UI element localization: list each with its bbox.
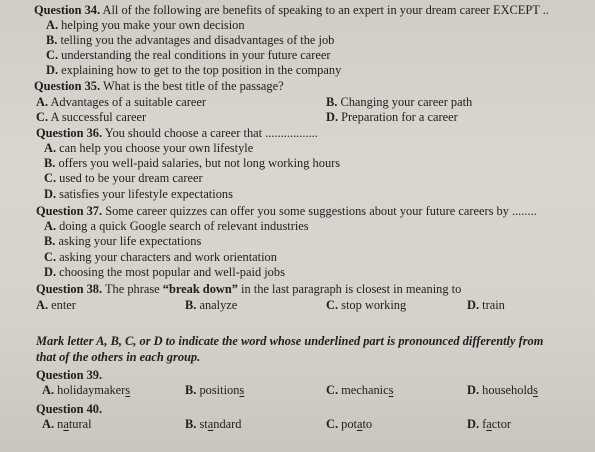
question-38: Question 38. The phrase “break down” in the last paragraph is closest in meaning to [36,282,462,296]
option-36-b: B. offers you well-paid salaries, but not long working hours [44,156,341,170]
option-35-d: D. Preparation for a career [326,110,458,124]
option-39-b: B. positions [185,383,245,397]
underlined-letter: a [486,417,492,431]
option-35-a: A. Advantages of a suitable career [36,95,206,109]
question-40-number: Question 40. [36,402,103,416]
question-36 [36,126,318,141]
section-instruction-line-1: Mark letter A, B, C, or D to indicate the word whose underlined part is pronounced differently from [36,334,544,348]
option-37-d: D. choosing the most popular and well-paid jobs [44,265,285,279]
option-35-b: B. Changing your career path [326,95,473,109]
option-36-d: D. satisfies your lifestyle expectations [44,187,233,201]
option-37-a: A. doing a quick Google search of relevant industries [44,219,309,233]
question-text: You should choose a career that ................. [102,126,318,140]
question-text: All of the following are benefits of speaking to an expert in your dream career EXCEPT .. [100,3,549,17]
question-text: Some career quizzes can offer you some suggestions about your future careers by ........ [102,204,537,218]
underlined-letter: a [207,417,214,431]
option-38-c: C. stop working [326,298,407,312]
question-number: Question 37. [36,204,103,218]
underlined-letter: s [533,383,538,397]
option-40-b: B. standard [185,417,242,431]
option-37-c: C. asking your characters and work orientation [44,250,277,264]
question-number: Question 38. [36,282,103,296]
option-38-a: A. enter [36,298,76,312]
option-34-c: C. understanding the real conditions in your future career [46,48,331,62]
option-40-c: C. potato [326,417,373,431]
question-text: What is the best title of the passage? [100,79,284,93]
question-number: Question 34. [34,3,101,17]
underlined-letter: a [356,417,363,431]
option-34-d: D. explaining how to get to the top position in the company [46,63,342,77]
option-39-d: D. households [467,383,538,397]
option-34-a: A. helping you make your own decision [46,18,245,32]
underlined-letter: s [239,383,245,397]
option-38-d: D. train [467,298,505,312]
underlined-letter: a [63,417,69,431]
option-39-a: A. holidaymakers [42,383,131,397]
option-37-b: B. asking your life expectations [44,234,202,248]
question-34 [34,3,549,18]
option-35-c: C. A successful career [36,110,147,124]
section-instruction-line-2: that of the others in each group. [36,350,201,364]
question-35 [34,79,284,94]
option-39-c: C. mechanics [326,383,394,397]
option-36-a: A. can help you choose your own lifestyle [44,141,254,155]
question-39-number: Question 39. [36,368,103,382]
option-40-d: D. factor [467,417,512,431]
question-number: Question 36. [36,126,103,140]
option-40-a: A. natural [42,417,92,431]
question-37 [36,204,537,219]
question-number: Question 35. [34,79,101,93]
highlighted-phrase: “break down” [162,282,238,296]
option-34-b: B. telling you the advantages and disadvantages of the job [46,33,335,47]
option-36-c: C. used to be your dream career [44,171,203,185]
underlined-letter: s [125,383,131,397]
underlined-letter: s [388,383,394,397]
option-38-b: B. analyze [185,298,238,312]
